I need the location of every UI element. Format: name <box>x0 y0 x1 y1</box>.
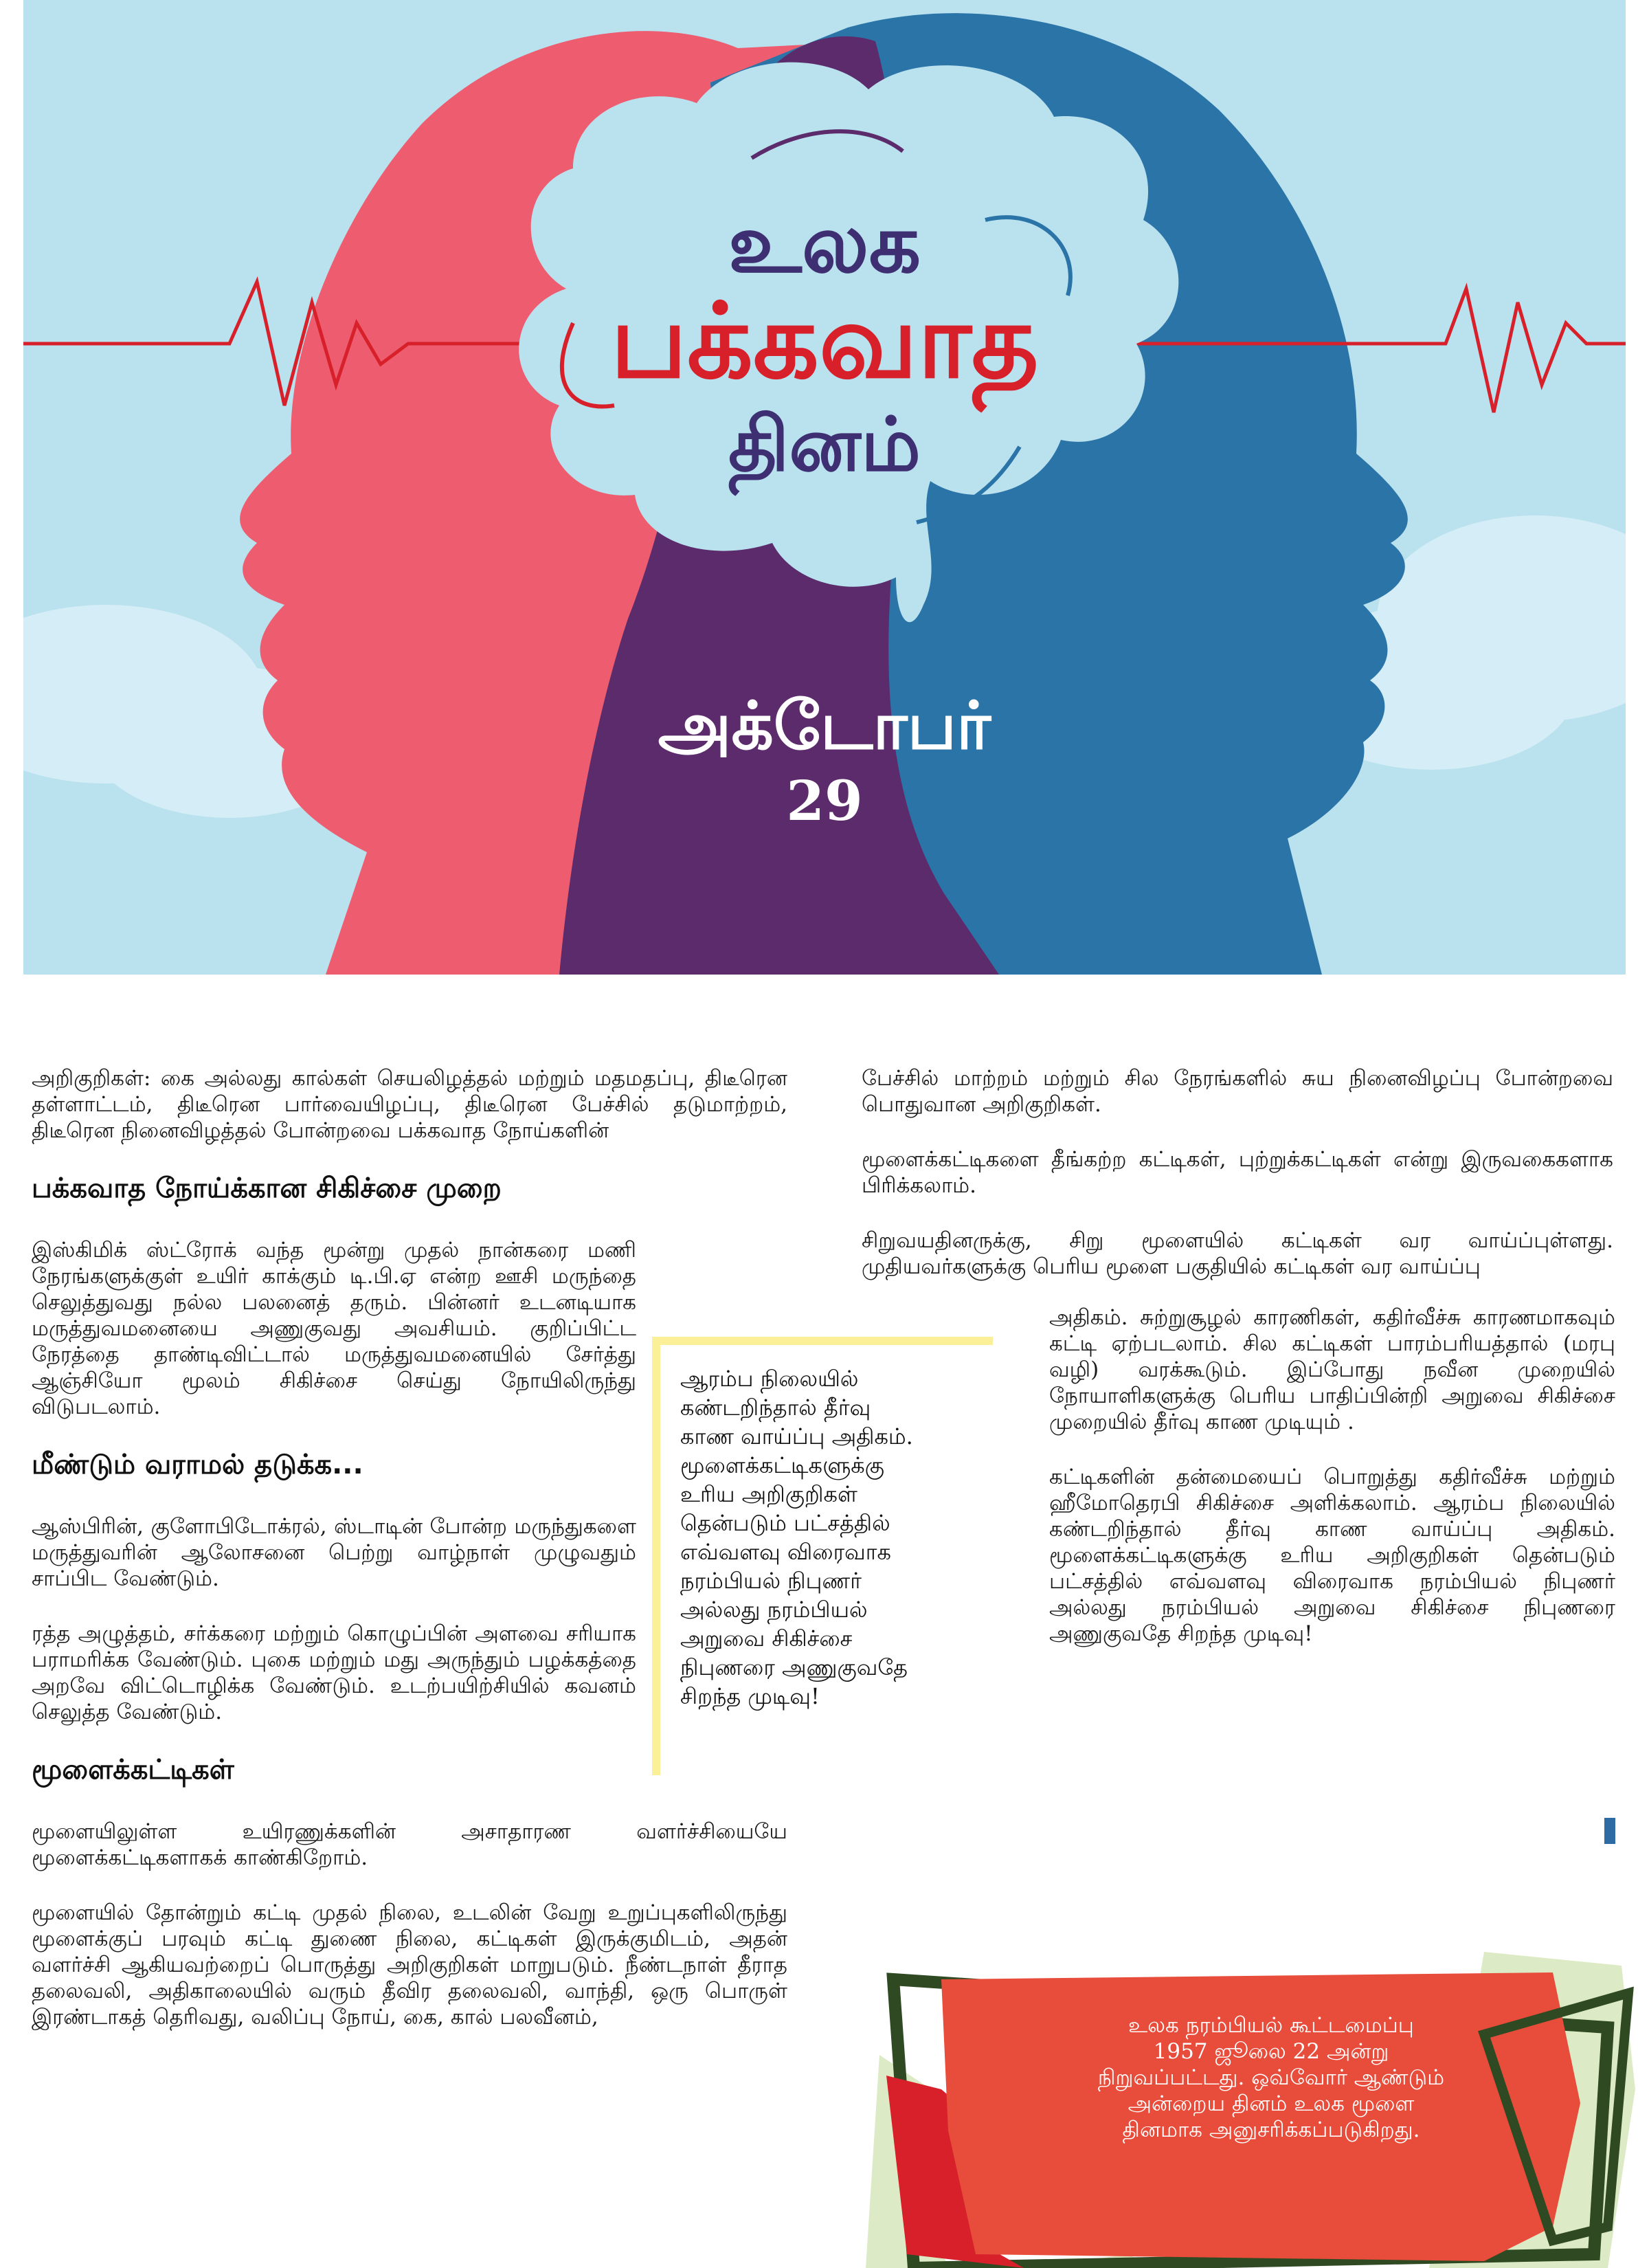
right-paragraph-3a: சிறுவயதினருக்கு, சிறு மூளையில் கட்டிகள் வர வாய்ப்புள்ளது. முதியவர்களுக்கு பெரிய மூளை பகுதியில் கட்டிகள் வர வாய்ப்பு <box>862 1228 1613 1279</box>
info-badge <box>1017 2012 1525 2143</box>
heading-brain-tumors: மூளைக்கட்டிகள் <box>32 1754 234 1786</box>
badge-line: தினமாக அனுசரிக்கப்படுகிறது. <box>1122 2117 1420 2142</box>
pull-quote-line: நிபுணரை அணுகுவதே <box>680 1654 908 1680</box>
badge-line: அன்றைய தினம் உலக மூளை <box>1128 2091 1415 2116</box>
title-line-1: உலக <box>728 196 921 291</box>
right-paragraph-3b: அதிகம். சுற்றுசூழல் காரணிகள், கதிர்வீச்சு காரணமாகவும் கட்டி ஏற்படலாம். சில கட்டிகள் பாரம்பரியத்தால் (மரபு வழி) வரக்கூடும். இப்போது நவீன முறையில் நோயாளிகளுக்கு பெரிய பாதிப்பின்றி அறுவை சிகிச்சை முறையில் தீர்வு காண முடியும் . <box>1049 1305 1615 1434</box>
right-column-bottom <box>1049 1304 1615 1676</box>
title-line-3: தினம் <box>728 402 921 488</box>
pull-quote-accent-vertical <box>652 1337 660 1775</box>
heading-treatment: பக்கவாத நோய்க்கான சிகிச்சை முறை <box>32 1172 502 1204</box>
prevention-paragraph-2: ரத்த அழுத்தம், சர்க்கரை மற்றும் கொழுப்பின் அளவை சரியாக பராமரிக்க வேண்டும். புகை மற்றும் மது அருந்தும் பழக்கத்தை அறவே விட்டொழிக்க வேண்டும். உடற்பயிற்சியில் கவனம் செலுத்த வேண்டும். <box>32 1621 636 1724</box>
right-paragraph-4: கட்டிகளின் தன்மையைப் பொறுத்து கதிர்வீச்சு மற்றும் ஹீமோதெரபி சிகிச்சை அளிக்கலாம். ஆரம்ப நிலையில் கண்டறிந்தால் தீர்வு காண வாய்ப்பு அதிகம். மூளைக்கட்டிகளுக்கு உரிய அறிகுறிகள் தென்படும் பட்சத்தில் எவ்வளவு விரைவாக நரம்பியல் நிபுணர் அல்லது நரம்பியல் அறுவை சிகிச்சை நிபுணரை அணுகுவதே சிறந்த முடிவு! <box>1049 1465 1615 1646</box>
title-line-2: பக்கவாத <box>610 282 1039 401</box>
pull-quote-line: அல்லது நரம்பியல் <box>680 1597 868 1623</box>
heading-prevention: மீண்டும் வராமல் தடுக்க... <box>32 1449 363 1480</box>
pull-quote <box>680 1364 996 1711</box>
date-day: 29 <box>786 768 863 833</box>
pull-quote-line: அறுவை சிகிச்சை <box>680 1625 853 1652</box>
tumor-paragraph-2: மூளையில் தோன்றும் கட்டி முதல் நிலை, உடலின் வேறு உறுப்புகளிலிருந்து மூளைக்குப் பரவும் கட்டி துணை நிலை, கட்டிகள் இருக்குமிடம், அதன் வளர்ச்சி ஆகியவற்றைப் பொருத்து அறிகுறிகள் மாறுபடும். நீண்டநாள் தீராத தலைவலி, அதிகாலையில் வரும் தீவிர தலைவலி, வாந்தி, ஒரு பொருள் இரண்டாகத் தெரிவது, வலிப்பு நோய், கை, கால் பலவீனம், <box>32 1900 787 2030</box>
pull-quote-line: மூளைக்கட்டிகளுக்கு <box>680 1452 884 1478</box>
prevention-paragraph-1: ஆஸ்பிரின், குளோபிடோக்ரல், ஸ்டாடின் போன்ற மருந்துகளை மருத்துவரின் ஆலோசனை பெற்று வாழ்நாள் முழுவதும் சாப்பிட வேண்டும். <box>32 1514 636 1591</box>
pull-quote-line: கண்டறிந்தால் தீர்வு <box>680 1394 871 1421</box>
right-paragraph-2: மூளைக்கட்டிகளை தீங்கற்ற கட்டிகள், புற்றுக்கட்டிகள் என்று இருவகைகளாக பிரிக்கலாம். <box>862 1147 1613 1198</box>
pull-quote-line: ஆரம்ப நிலையில் <box>680 1366 859 1392</box>
pull-quote-line: எவ்வளவு விரைவாக <box>680 1539 891 1565</box>
pull-quote-line: உரிய அறிகுறிகள் <box>680 1481 857 1507</box>
right-column-top <box>862 1065 1613 1280</box>
treatment-paragraph: இஸ்கிமிக் ஸ்ட்ரோக் வந்த மூன்று முதல் நான்கரை மணி நேரங்களுக்குள் உயிர் காக்கும் டி.பி.ஏ என்ற ஊசி மருந்தை செலுத்துவது நல்ல பலனைத் தரும். பின்னர் உடனடியாக மருத்துவமனையை அணுகுவது அவசியம். குறிப்பிட்ட நேரத்தை தாண்டிவிட்டால் மருத்துவமனையில் சேர்த்து ஆஞ்சியோ மூலம் சிகிச்சை செய்து நோயிலிருந்து விடுபடலாம். <box>32 1238 636 1419</box>
pull-quote-accent-horizontal <box>652 1337 993 1345</box>
pull-quote-line: காண வாய்ப்பு அதிகம். <box>680 1423 913 1449</box>
pull-quote-line: தென்படும் பட்சத்தில் <box>680 1510 890 1536</box>
left-column <box>32 1065 787 2059</box>
pull-quote-line: நரம்பியல் நிபுணர் <box>680 1568 862 1594</box>
tumor-paragraph-1: மூளையிலுள்ள உயிரணுக்களின் அசாதாரண வளர்ச்சியையே மூளைக்கட்டிகளாகக் காண்கிறோம். <box>32 1819 787 1870</box>
date-month: அக்டோபர் <box>658 687 991 764</box>
badge-line: உலக நரம்பியல் கூட்டமைப்பு <box>1128 2013 1414 2038</box>
column-end-marker <box>1604 1818 1615 1844</box>
intro-paragraph: அறிகுறிகள்: கை அல்லது கால்கள் செயலிழத்தல் மற்றும் மதமதப்பு, திடீரென தள்ளாட்டம், திடீரென பார்வையிழப்பு, திடீரென பேச்சில் தடுமாற்றம், திடீரென நினைவிழத்தல் போன்றவை பக்கவாத நோய்களின் <box>32 1066 787 1143</box>
badge-line: 1957 ஜூலை 22 அன்று <box>1153 2039 1389 2064</box>
pull-quote-line: சிறந்த முடிவு! <box>680 1683 820 1709</box>
badge-line: நிறுவப்பட்டது. ஒவ்வோர் ஆண்டும் <box>1097 2065 1445 2090</box>
right-paragraph-1: பேச்சில் மாற்றம் மற்றும் சில நேரங்களில் சுய நினைவிழப்பு போன்றவை பொதுவான அறிகுறிகள். <box>862 1066 1613 1117</box>
hero-banner <box>23 0 1626 975</box>
